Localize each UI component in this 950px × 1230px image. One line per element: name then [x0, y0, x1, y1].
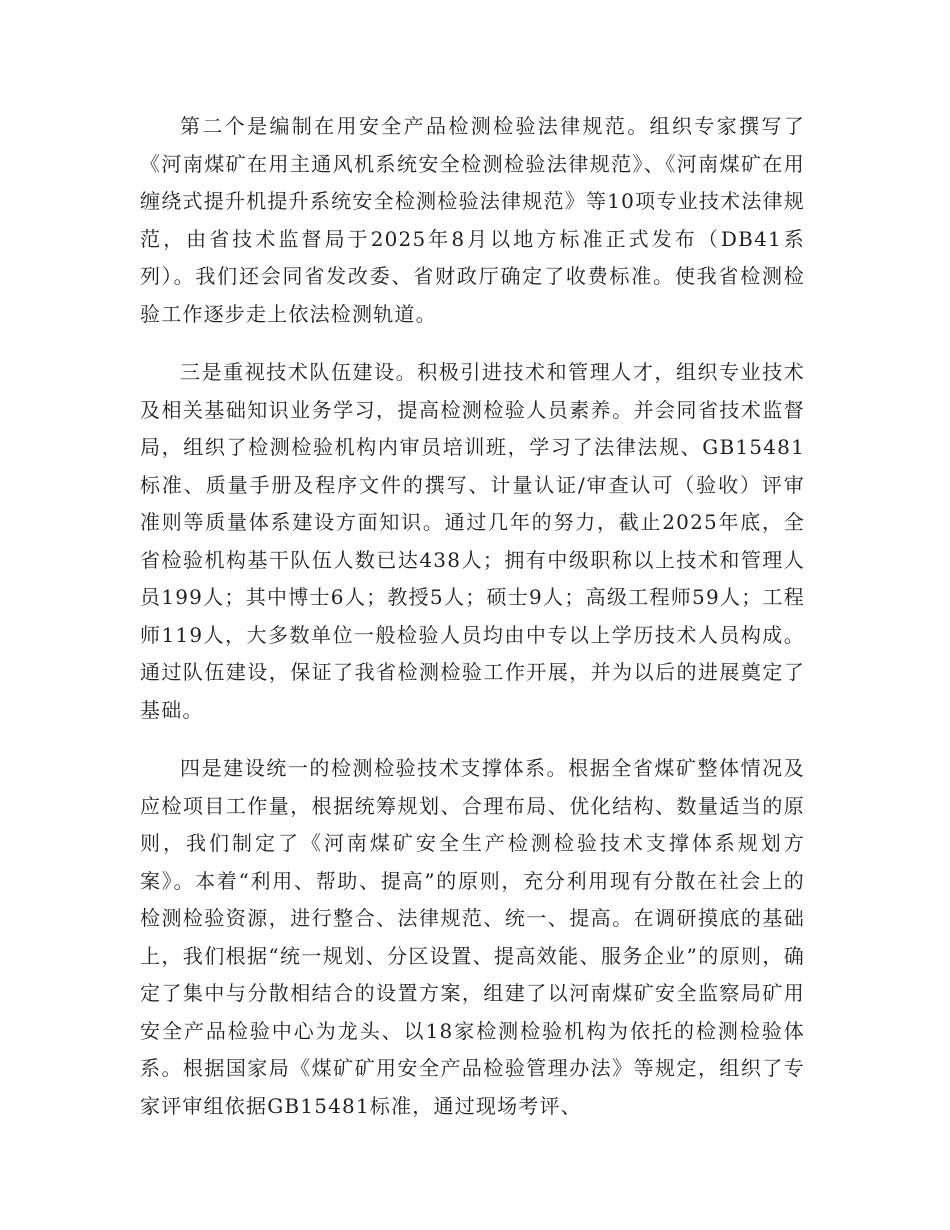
paragraph-standards: 第二个是编制在用安全产品检测检验法律规范。组织专家撰写了《河南煤矿在用主通风机系统安全检测检验法律规范》、《河南煤矿在用缠绕式提升机提升系统安全检测检验法律规范》等10项专业技术法律规范，由省技术监督局于2025年8月以地方标准正式发布（DB41系列）。我们还会同省发改委、省财政厅确定了收费标准。使我省检测检验工作逐步走上依法检测轨道。	[140, 114, 805, 326]
paragraph-support-system: 四是建设统一的检测检验技术支撑体系。根据全省煤矿整体情况及应检项目工作量，根据统筹规划、合理布局、优化结构、数量适当的原则，我们制定了《河南煤矿安全生产检测检验技术支撑体系规划方案》。本着“利用、帮助、提高”的原则，充分利用现有分散在社会上的检测检验资源，进行整合、法律规范、统一、提高。在调研摸底的基础上，我们根据“统一规划、分区设置、提高效能、服务企业”的原则，确定了集中与分散相结合的设置方案，组建了以河南煤矿安全监察局矿用安全产品检验中心为龙头、以18家检测检验机构为依托的检测检验体系。根据国家局《煤矿矿用安全产品检验管理办法》等规定，组织了专家评审组依据GB15481标准，通过现场考评、	[140, 756, 805, 1118]
paragraph-team-building: 三是重视技术队伍建设。积极引进技术和管理人才，组织专业技术及相关基础知识业务学习，提高检测检验人员素养。并会同省技术监督局，组织了检测检验机构内审员培训班，学习了法律法规、GB15481标准、质量手册及程序文件的撰写、计量认证/审查认可（验收）评审准则等质量体系建设方面知识。通过几年的努力，截止2025年底，全省检验机构基干队伍人数已达438人；拥有中级职称以上技术和管理人员199人；其中博士6人；教授5人；硕士9人；高级工程师59人；工程师119人，大多数单位一般检验人员均由中专以上学历技术人员构成。通过队伍建设，保证了我省检测检验工作开展，并为以后的进展奠定了基础。	[140, 360, 805, 722]
document-body	[140, 108, 805, 1125]
